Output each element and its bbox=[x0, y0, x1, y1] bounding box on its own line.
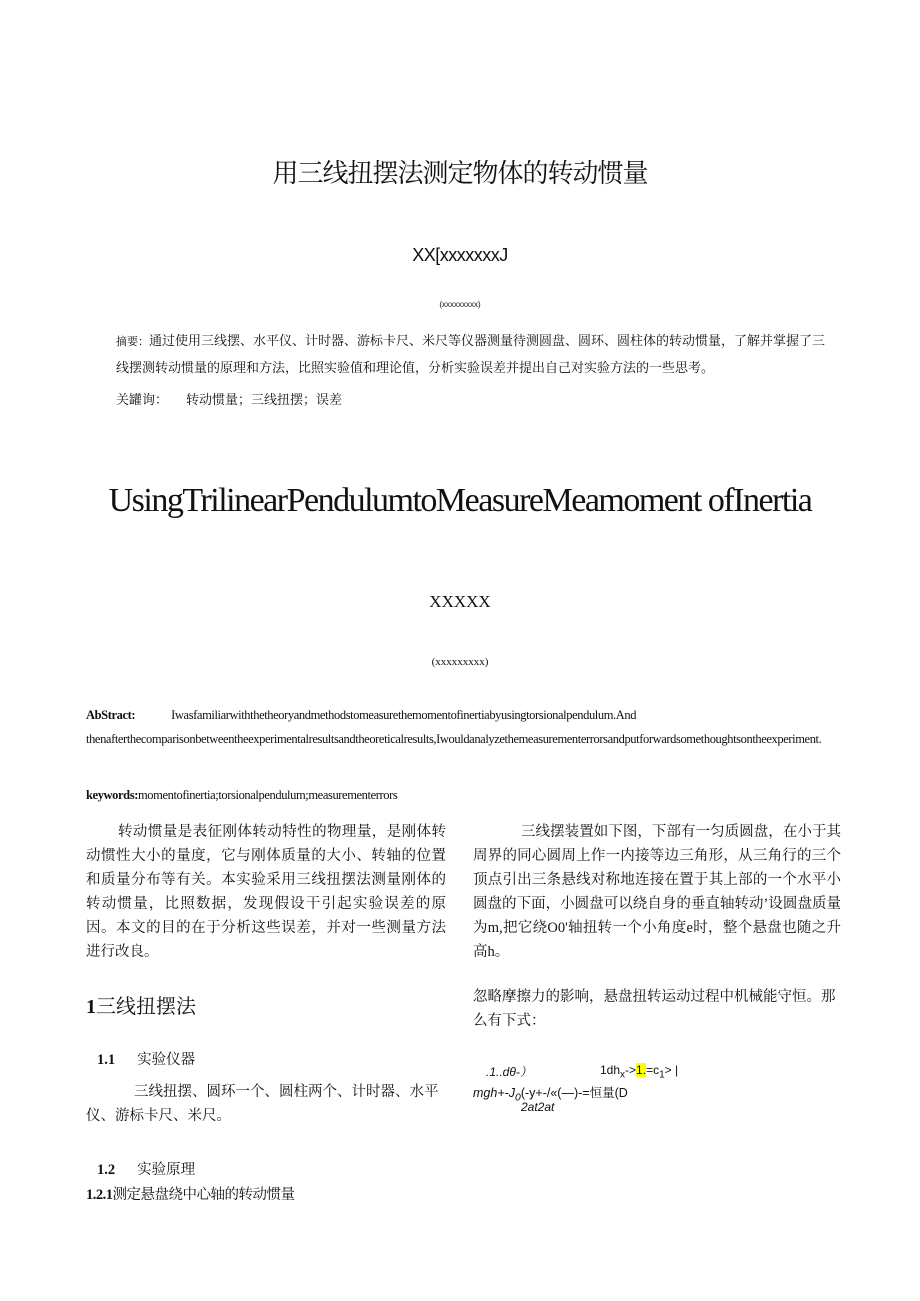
section-1-heading bbox=[86, 990, 196, 1019]
chinese-keywords-label: 关罐询： bbox=[116, 392, 169, 407]
chinese-abstract bbox=[116, 328, 836, 380]
chinese-abstract-label: 摘要： bbox=[116, 336, 149, 348]
apparatus-paragraph: 三线摆装置如下图，下部有一匀质圆盘，在小于其周界的同心圆周上作一内接等边三角形，从三角行的三个顶点引出三条悬线对称地连接在置于其上部的一个水平小圆盘的下面，小圆盘可以绕自身的垂直轴转动’设圆盘质量为m,把它绕O0'轴扭转一个小角度e时，整个悬盘也随之升高h。 bbox=[473, 824, 841, 960]
intro-paragraph: 转动惯量是表征刚体转动特性的物理量，是刚体转动惯性大小的量度，它与刚体质量的大小、转轴的位置和质量分布等有关。本实验采用三线扭摆法测量刚体的转动惯量，比照数据，发现假设干引起实验误差的原因。本文的目的在于分析这些误差，并对一些测量方法进行改良。 bbox=[86, 824, 446, 960]
equation-line-1-right bbox=[600, 1063, 678, 1080]
equation-sub-x: x bbox=[620, 1069, 626, 1081]
section-1-1-number: 1.1 bbox=[97, 1052, 116, 1068]
english-title: UsingTrilinearPendulumtoMeasureMeamoment ofInertia bbox=[108, 482, 812, 519]
section-1-1-body: 三线扭摆、圆环一个、圆柱两个、计时器、水平仪、游标卡尺、米尺。 bbox=[86, 1084, 439, 1124]
chinese-keywords-text: 转动惯量；三线扭摆；误差 bbox=[186, 392, 343, 407]
english-keywords bbox=[86, 788, 397, 803]
section-1-1-heading bbox=[97, 1048, 195, 1069]
chinese-abstract-text: 通过使用三线摆、水平仪、计时器、游标卡尺、米尺等仪器测量待测圆盘、圆环、圆柱体的转动惯量，了解并掌握了三线摆测转动惯量的原理和方法，比照实验值和理论值，分析实验误差并提出自己对实验方法的一些思考。 bbox=[116, 333, 826, 375]
section-1-2-1-number: 1.2.1 bbox=[86, 1187, 113, 1203]
section-1-2-1-heading bbox=[86, 1183, 295, 1204]
equation-term-c: =c bbox=[646, 1063, 660, 1077]
equation-line-1-left: .1..dθ-） bbox=[486, 1065, 532, 1079]
equation-sub-1: 1 bbox=[659, 1069, 665, 1081]
section-1-2-1-title: 测定悬盘绕中心轴的转动惯量 bbox=[112, 1187, 295, 1203]
chinese-affiliation: (xxxxxxxxx) bbox=[439, 300, 481, 309]
equation-highlight: 1. bbox=[636, 1063, 647, 1077]
equation-term-mgh: mgh+-J bbox=[473, 1086, 516, 1100]
english-abstract bbox=[86, 703, 836, 751]
english-abstract-text: Iwasfamiliarwiththetheoryandmethodstomeasurethemomentofinertiabyusingtorsionalpendulum.And thenafterthecomparisonbetweentheexperimentalresultsandtheoreticalresults,Iwouldanalyzethemeasurementerrorsandputforwardsomethoughtsontheexperiment. bbox=[86, 708, 822, 746]
english-author: XXXXX bbox=[429, 592, 491, 611]
equation-line-3: 2at2at bbox=[521, 1100, 555, 1114]
equation-sub-0: 0 bbox=[515, 1092, 521, 1104]
section-1-title: 三线扭摆法 bbox=[96, 996, 196, 1018]
equation-term-end: > | bbox=[664, 1063, 679, 1077]
english-affiliation: (xxxxxxxxx) bbox=[431, 656, 489, 668]
equation-term-1dh: 1dh bbox=[600, 1063, 621, 1077]
section-1-1-title: 实验仪器 bbox=[137, 1052, 196, 1068]
equation-term-rest: (-y+-/«(—)-=恒量(D bbox=[520, 1086, 628, 1100]
english-keywords-label: keywords: bbox=[86, 788, 138, 802]
section-1-number: 1 bbox=[86, 996, 96, 1018]
section-1-2-heading bbox=[97, 1158, 195, 1179]
english-keywords-text: momentofinertia;torsionalpendulum;measurementerrors bbox=[137, 788, 398, 802]
chinese-author: XX[xxxxxxxJ bbox=[412, 245, 508, 265]
section-1-2-title: 实验原理 bbox=[137, 1162, 196, 1178]
section-1-2-number: 1.2 bbox=[97, 1162, 116, 1178]
chinese-keywords bbox=[116, 389, 342, 408]
english-abstract-label: AbStract: bbox=[86, 708, 136, 722]
energy-paragraph: 忽略摩擦力的影响，悬盘扭转运动过程中机械能守恒。那么有下式： bbox=[473, 989, 836, 1029]
chinese-title: 用三线扭摆法测定物体的转动惯量 bbox=[272, 158, 648, 188]
equation-arrow: -> bbox=[625, 1063, 637, 1077]
